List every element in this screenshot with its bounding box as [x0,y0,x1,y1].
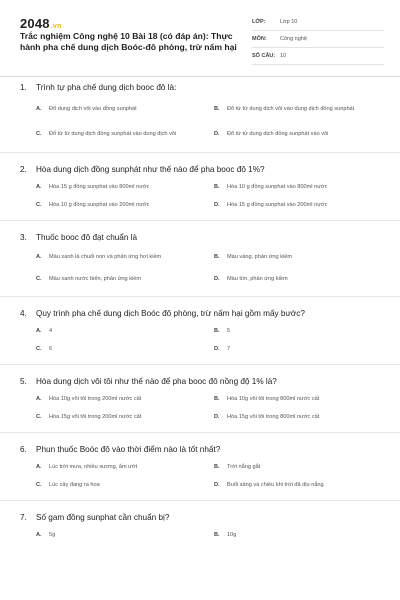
answer-option[interactable] [36,344,206,354]
answer-option[interactable] [36,480,206,490]
question-text: Hòa dung dịch đồng sunphát như thế nào để pha booc đô 1%? [36,165,265,174]
option-text: Màu xanh lá chuối non và phản ứng hơi kiềm [49,254,162,260]
option-text: Lúc cây đang ra hoa [49,482,100,488]
question-item [0,444,400,490]
option-letter: B. [214,532,220,538]
option-letter: C. [36,346,42,352]
option-letter: B. [214,328,220,334]
option-letter: B. [214,396,220,402]
option-text: Hòa 15g vôi tôi trong 800ml nước cất [227,414,320,420]
page-header [0,0,400,75]
meta-panel [252,14,384,65]
option-text: Màu vàng, phản ứng kiềm [227,254,293,260]
question-text: Thuốc booc đô đạt chuẩn là [36,233,138,242]
option-letter: B. [214,464,220,470]
question-divider [0,364,400,365]
question-text: Số gam đồng sunphat cần chuẩn bị? [36,513,170,522]
meta-value: Công nghệ [280,36,307,42]
answer-option[interactable] [214,480,384,490]
question-text: Quy trình pha chế dung dịch Boóc đô phòng, trừ nấm hại gồm mấy bước? [36,309,305,318]
option-grid [36,462,384,490]
question-header [20,164,384,175]
option-text: Hòa 10 g đồng sunphat vào 800ml nước [227,184,328,190]
option-grid [36,182,384,210]
question-number: 5. [20,377,27,386]
answer-option[interactable] [36,100,206,117]
option-text: Buổi sáng và chiều khi trời đã dịu nắng [227,482,324,488]
answer-option[interactable] [214,200,384,210]
meta-row-count [252,48,384,65]
question-number: 3. [20,233,27,242]
answer-option[interactable] [214,326,384,336]
answer-option[interactable] [36,200,206,210]
option-text: Hòa 10g vôi tôi trong 200ml nước cất [49,396,142,402]
option-text: Hòa 10 g đồng sunphat vào 200ml nước [49,202,150,208]
option-text: Đổ dung dịch vôi vào đồng sunphát [49,105,137,112]
question-item [0,376,400,422]
question-item [0,308,400,354]
option-letter: C. [36,482,42,488]
option-letter: C. [36,130,42,137]
answer-option[interactable] [214,125,384,142]
option-text: 5 [227,328,231,334]
meta-key: LỚP: [252,19,266,25]
option-letter: D. [214,130,220,137]
option-text: 5g [49,532,56,538]
option-grid [36,394,384,422]
answer-option[interactable] [214,412,384,422]
answer-option[interactable] [36,125,206,142]
question-divider [0,152,400,153]
meta-value: Lớp 10 [280,19,298,25]
option-text: Màu tím, phản ứng kiềm [227,276,288,282]
logo-text: 2048 [20,16,50,31]
meta-key: SỐ CÂU: [252,53,276,59]
question-header [20,308,384,319]
answer-option[interactable] [36,272,206,286]
option-text: 4 [49,328,53,334]
page-title: Trắc nghiệm Công nghệ 10 Bài 18 (có đáp án): Thực hành pha chế dung dịch Boóc-đô phòng, trừ nấm hại [20,31,237,52]
meta-key: MÔN: [252,36,267,42]
option-letter: A. [36,105,42,112]
question-text: Trình tự pha chế dung dịch booc đô là: [36,83,177,92]
meta-row-subject [252,31,384,48]
answer-option[interactable] [36,182,206,192]
question-number: 4. [20,309,27,318]
header-divider [0,76,400,77]
option-letter: A. [36,532,42,538]
option-letter: D. [214,346,220,352]
option-grid [36,530,384,540]
option-text: Đổ từ từ dung dịch đồng sunphát vào dung dịch vôi [49,130,177,137]
question-number: 6. [20,445,27,454]
answer-option[interactable] [214,394,384,404]
option-letter: C. [36,414,42,420]
option-grid [36,326,384,354]
answer-option[interactable] [36,530,206,540]
question-number: 2. [20,165,27,174]
option-letter: A. [36,328,42,334]
option-text: Hòa 10g vôi tôi trong 800ml nước cất [227,396,320,402]
question-header [20,444,384,455]
answer-option[interactable] [36,462,206,472]
option-text: Lúc trời mưa, nhiều sương, ẩm ướt [49,464,138,470]
option-text: Màu xanh nước biển, phản ứng kiềm [49,276,142,282]
question-divider [0,500,400,501]
option-letter: A. [36,184,42,190]
answer-option[interactable] [36,326,206,336]
option-text: Hòa 15 g đồng sunphat vào 200ml nước [227,202,328,208]
option-text: Đổ từ từ dung dịch đồng sunphát vào vôi [227,130,329,137]
question-divider [0,296,400,297]
option-text: Hòa 15 g đồng sunphat vào 800ml nước [49,184,150,190]
question-item [0,164,400,210]
option-letter: A. [36,254,42,260]
question-header [20,232,384,243]
option-text: 6 [49,346,53,352]
answer-option[interactable] [214,344,384,354]
question-divider [0,220,400,221]
answer-option[interactable] [214,100,384,117]
option-letter: D. [214,482,220,488]
option-text: Hòa 15g vôi tôi trong 200ml nước cất [49,414,142,420]
option-letter: A. [36,464,42,470]
question-header [20,376,384,387]
option-letter: C. [36,276,42,282]
answer-option[interactable] [36,412,206,422]
option-text: 7 [227,346,231,352]
option-letter: D. [214,202,220,208]
question-item [0,82,400,142]
question-divider [0,432,400,433]
option-text: Trời nắng gắt [227,464,261,470]
question-text: Hòa dung dịch vôi tôi như thế nào để pha booc đô nồng độ 1% là? [36,377,277,386]
question-text: Phun thuốc Boóc đô vào thời điểm nào là tốt nhất? [36,445,221,454]
question-number: 7. [20,513,27,522]
question-number: 1. [20,83,27,92]
answer-option[interactable] [214,462,384,472]
answer-option[interactable] [36,394,206,404]
option-letter: B. [214,184,220,190]
option-text: 10g [227,532,237,538]
question-header [20,512,384,523]
option-grid [36,100,384,142]
option-letter: B. [214,254,220,260]
option-letter: B. [214,105,220,112]
option-letter: A. [36,396,42,402]
logo-suffix: .vn [50,23,62,30]
meta-row-class [252,14,384,31]
question-header [20,82,384,93]
meta-value: 10 [280,53,287,59]
question-item [0,512,400,540]
answer-option[interactable] [214,272,384,286]
option-text: Đổ từ từ dung dịch vôi vào dung dịch đồng sunphát [227,105,355,112]
answer-option[interactable] [214,182,384,192]
site-logo[interactable] [20,16,61,31]
question-item [0,232,400,286]
answer-option[interactable] [214,530,384,540]
answer-option[interactable] [36,250,206,264]
option-letter: D. [214,276,220,282]
answer-option[interactable] [214,250,384,264]
question-list [0,82,400,540]
option-letter: D. [214,414,220,420]
option-grid [36,250,384,286]
option-letter: C. [36,202,42,208]
